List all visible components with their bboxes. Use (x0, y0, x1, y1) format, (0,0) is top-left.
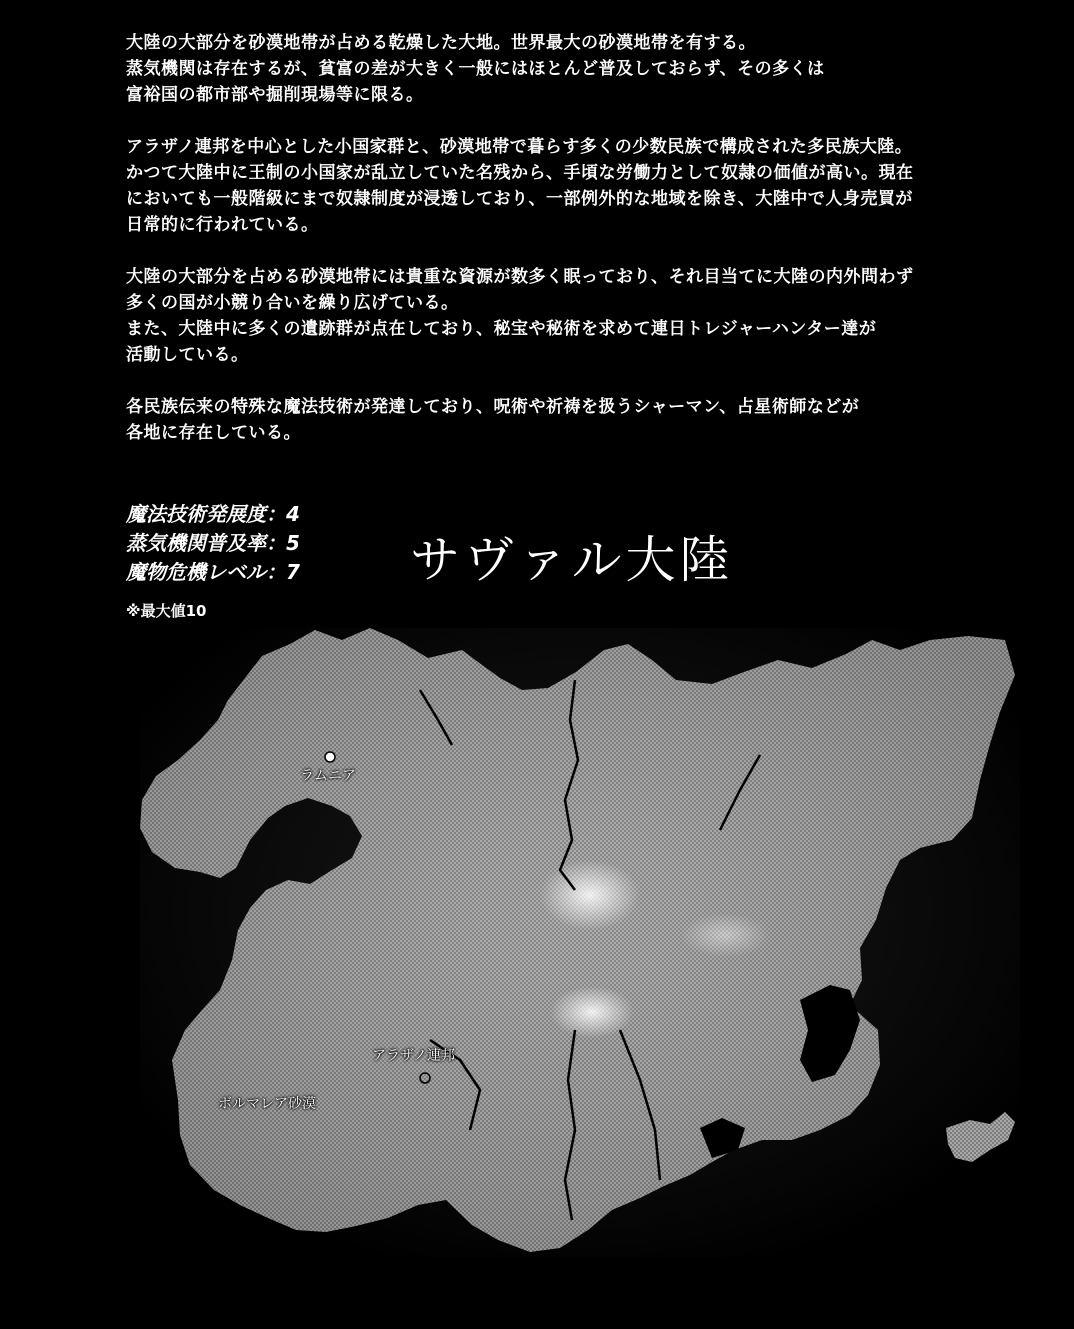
monster-threat-level: 魔物危機レベル：7 (126, 560, 300, 584)
description-paragraph: 大陸の大部分を占める砂漠地帯には貴重な資源が数多く眠っており、それ目当てに大陸の内外問わず 多くの国が小競り合いを繰り広げている。 また、大陸中に多くの遺跡群が点在しており、秘宝や秘術を求めて連日トレジャーハンター達が 活動している。 (126, 267, 914, 365)
description-paragraph: 大陸の大部分を砂漠地帯が占める乾燥した大地。世界最大の砂漠地帯を有する。 蒸気機関は存在するが、貧富の差が大きく一般にはほとんど普及しておらず、その多くは 富裕国の都市部や掘削現場等に限る。 (126, 33, 825, 105)
description-paragraph: アラザノ連邦を中心とした小国家群と、砂漠地帯で暮らす多くの少数民族で構成された多民族大陸。 かつて大陸中に王制の小国家が乱立していた名残から、手頃な労働力として奴隷の価値が高い。現在 においても一般階級にまで奴隷制度が浸透しており、一部例外的な地域を除き、大陸中で人身売買が 日常的に行われている。 (126, 137, 914, 235)
continent-stats (126, 500, 300, 587)
central-highlight-north (540, 860, 640, 930)
central-highlight-east (680, 913, 770, 957)
map-label-lamnia: ラムニア (300, 768, 356, 784)
continent-description (126, 30, 1046, 472)
steam-engine-rate: 蒸気機関普及率：5 (126, 531, 300, 555)
map-title: サヴァル大陸 (410, 531, 734, 589)
map-shading (140, 628, 1020, 1258)
magic-tech-level: 魔法技術発展度：4 (126, 502, 300, 526)
lamnia-city-marker (325, 752, 335, 762)
max-value-note: ※最大値10 (126, 602, 207, 620)
map-label-arazano: アラザノ連邦 (372, 1048, 456, 1064)
map-label-desert: ボルマレア砂漠 (218, 1096, 316, 1112)
description-paragraph: 各民族伝来の特殊な魔法技術が発達しており、呪術や祈祷を扱うシャーマン、占星術師などが 各地に存在している。 (126, 397, 860, 443)
